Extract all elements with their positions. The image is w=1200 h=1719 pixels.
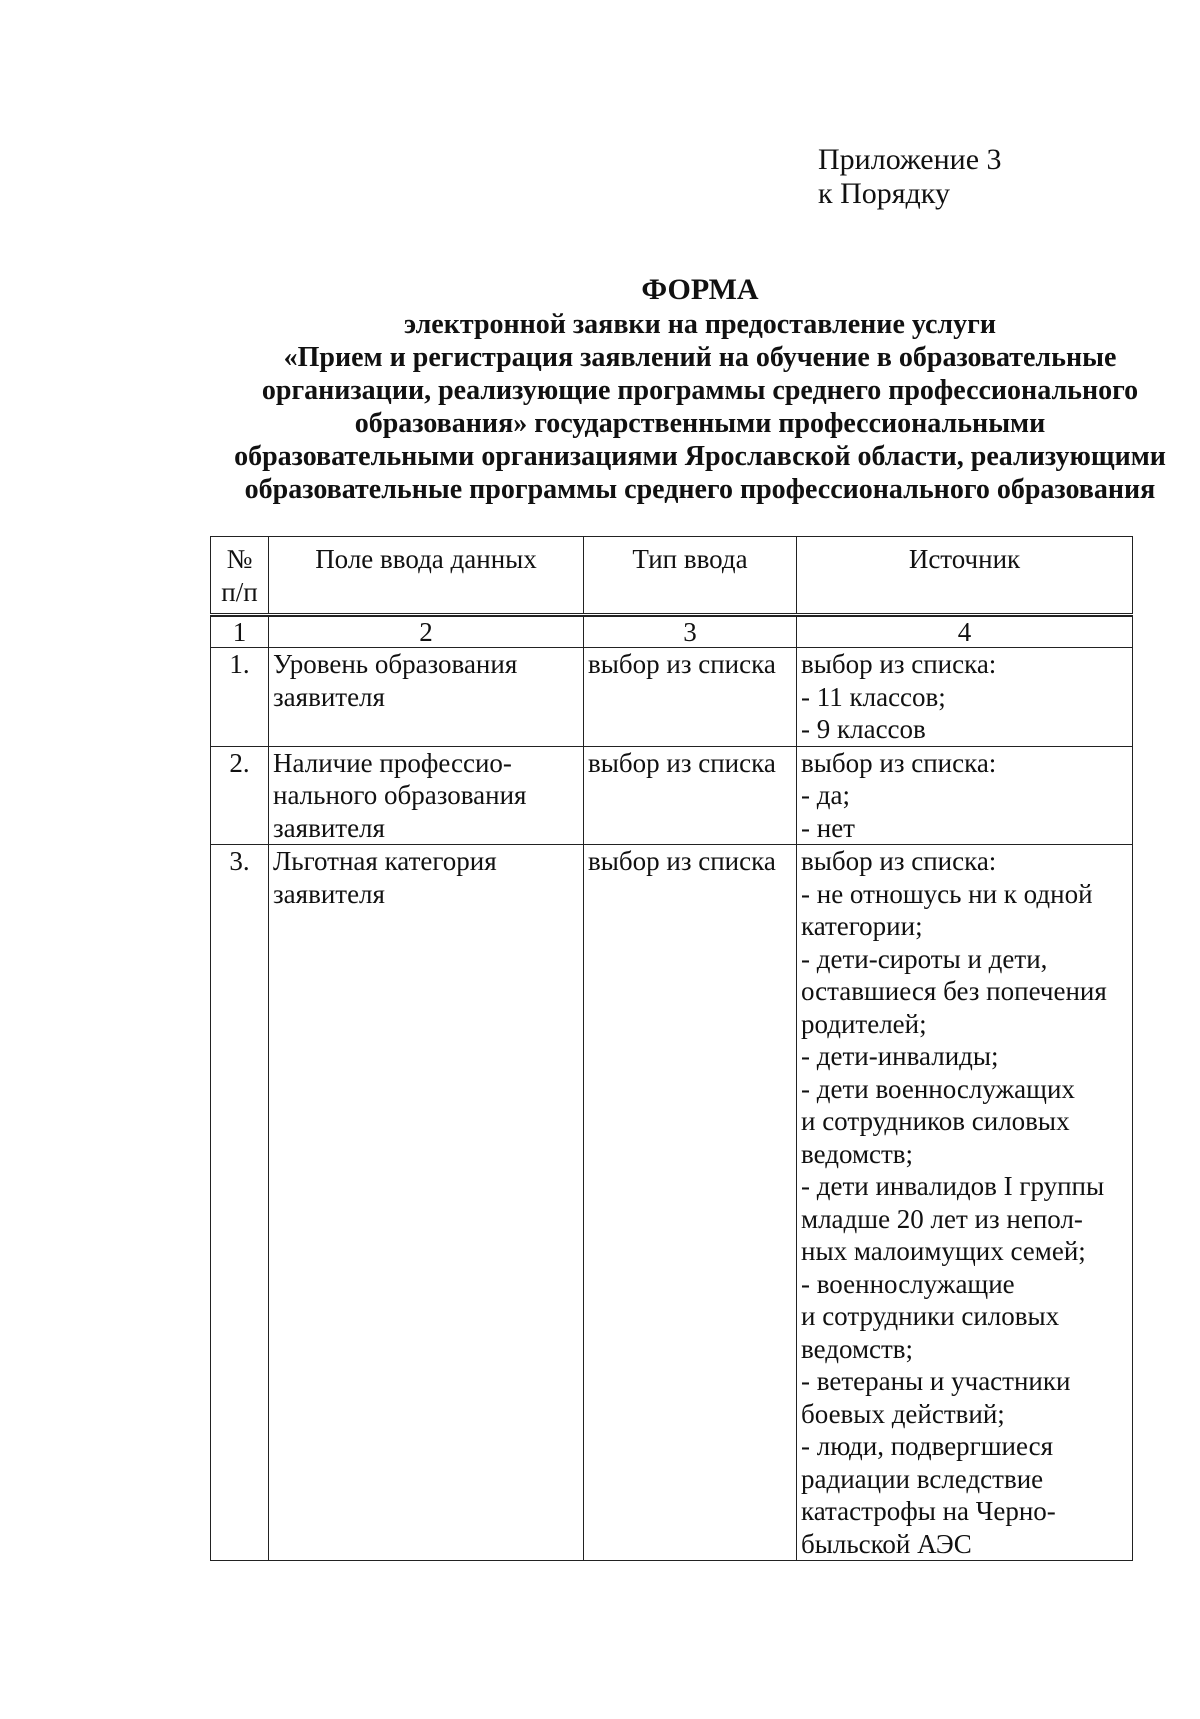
cell-line: заявителя	[273, 812, 385, 843]
appendix-note	[818, 143, 1002, 211]
input-type-cell: выбор из списка	[584, 746, 797, 845]
cell-line: - дети-инвалиды;	[801, 1041, 999, 1071]
column-numbers-row	[211, 617, 1133, 648]
field-name-cell	[269, 746, 584, 845]
cell-line: боевых действий;	[801, 1398, 1005, 1429]
cell-line: - дети-сироты и дети,	[801, 943, 1048, 974]
cell-line: - дети инвалидов I группы	[801, 1171, 1105, 1201]
header-number: № п/п	[211, 537, 269, 615]
cell-line: быльской АЭС	[801, 1528, 972, 1559]
cell-line: выбор из списка:	[801, 649, 997, 679]
heading-line: образовательными организациями Ярославской области, реализующими	[234, 441, 1166, 472]
cell-line: оставшиеся без попечения	[801, 976, 1107, 1006]
cell-line: заявителя	[273, 681, 385, 712]
cell-line: - военнослужащие	[801, 1268, 1015, 1299]
source-cell	[797, 845, 1133, 1561]
cell-line: катастрофы на Черно-	[801, 1496, 1056, 1526]
table-row	[211, 648, 1133, 747]
appendix-line-2: к Порядку	[818, 177, 950, 210]
field-name-cell	[269, 845, 584, 1561]
header-input-type: Тип ввода	[584, 537, 797, 615]
heading-line: образовательные программы среднего профессионального образования	[244, 474, 1156, 505]
cell-line: Уровень образования	[273, 649, 518, 679]
cell-line: - ветераны и участники	[801, 1366, 1071, 1396]
cell-line: - люди, подвергшиеся	[801, 1431, 1054, 1461]
cell-line: - 11 классов;	[801, 681, 946, 712]
cell-line: - не отношусь ни к одной	[801, 878, 1093, 909]
column-number: 3	[584, 617, 797, 648]
table-row	[211, 845, 1133, 1561]
column-number: 2	[269, 617, 584, 648]
cell-line: и сотрудники силовых	[801, 1301, 1060, 1331]
cell-line: и сотрудников силовых	[801, 1106, 1070, 1136]
heading-line: электронной заявки на предоставление услуги	[403, 309, 996, 340]
cell-line: категории;	[801, 911, 923, 941]
cell-line: младше 20 лет из непол-	[801, 1203, 1083, 1234]
source-cell	[797, 746, 1133, 845]
appendix-line-1: Приложение 3	[818, 143, 1002, 176]
cell-line: выбор из списка:	[801, 846, 997, 876]
row-number: 1.	[211, 648, 269, 747]
form-fields-table	[210, 536, 1133, 1561]
cell-line: ведомств;	[801, 1333, 914, 1364]
form-title: ФОРМА	[641, 273, 759, 306]
cell-line: Льготная категория	[273, 846, 497, 876]
input-type-cell: выбор из списка	[584, 845, 797, 1561]
table-row	[211, 746, 1133, 845]
column-number: 4	[797, 617, 1133, 648]
form-heading	[180, 273, 1200, 506]
cell-line: - дети военнослужащих	[801, 1073, 1075, 1104]
cell-line: ведомств;	[801, 1138, 914, 1169]
cell-line: радиации вследствие	[801, 1463, 1044, 1494]
table-body	[211, 648, 1133, 1561]
cell-line: ных малоимущих семей;	[801, 1236, 1086, 1266]
cell-line: - да;	[801, 780, 850, 810]
row-number: 3.	[211, 845, 269, 1561]
header-source: Источник	[797, 537, 1133, 615]
table-header-row	[211, 537, 1133, 615]
input-type-cell: выбор из списка	[584, 648, 797, 747]
heading-line: организации, реализующие программы среднего профессионального	[261, 375, 1139, 406]
source-cell	[797, 648, 1133, 747]
field-name-cell	[269, 648, 584, 747]
heading-line: образования» государственными профессиональными	[354, 408, 1046, 439]
cell-line: заявителя	[273, 878, 385, 909]
header-field: Поле ввода данных	[269, 537, 584, 615]
cell-line: - нет	[801, 812, 855, 843]
cell-line: выбор из списка:	[801, 747, 997, 778]
column-number: 1	[211, 617, 269, 648]
heading-line: «Прием и регистрация заявлений на обучение в образовательные	[283, 342, 1117, 373]
cell-line: Наличие профессио-	[273, 747, 512, 778]
cell-line: - 9 классов	[801, 714, 926, 744]
cell-line: родителей;	[801, 1008, 927, 1039]
row-number: 2.	[211, 746, 269, 845]
cell-line: нального образования	[273, 780, 527, 810]
